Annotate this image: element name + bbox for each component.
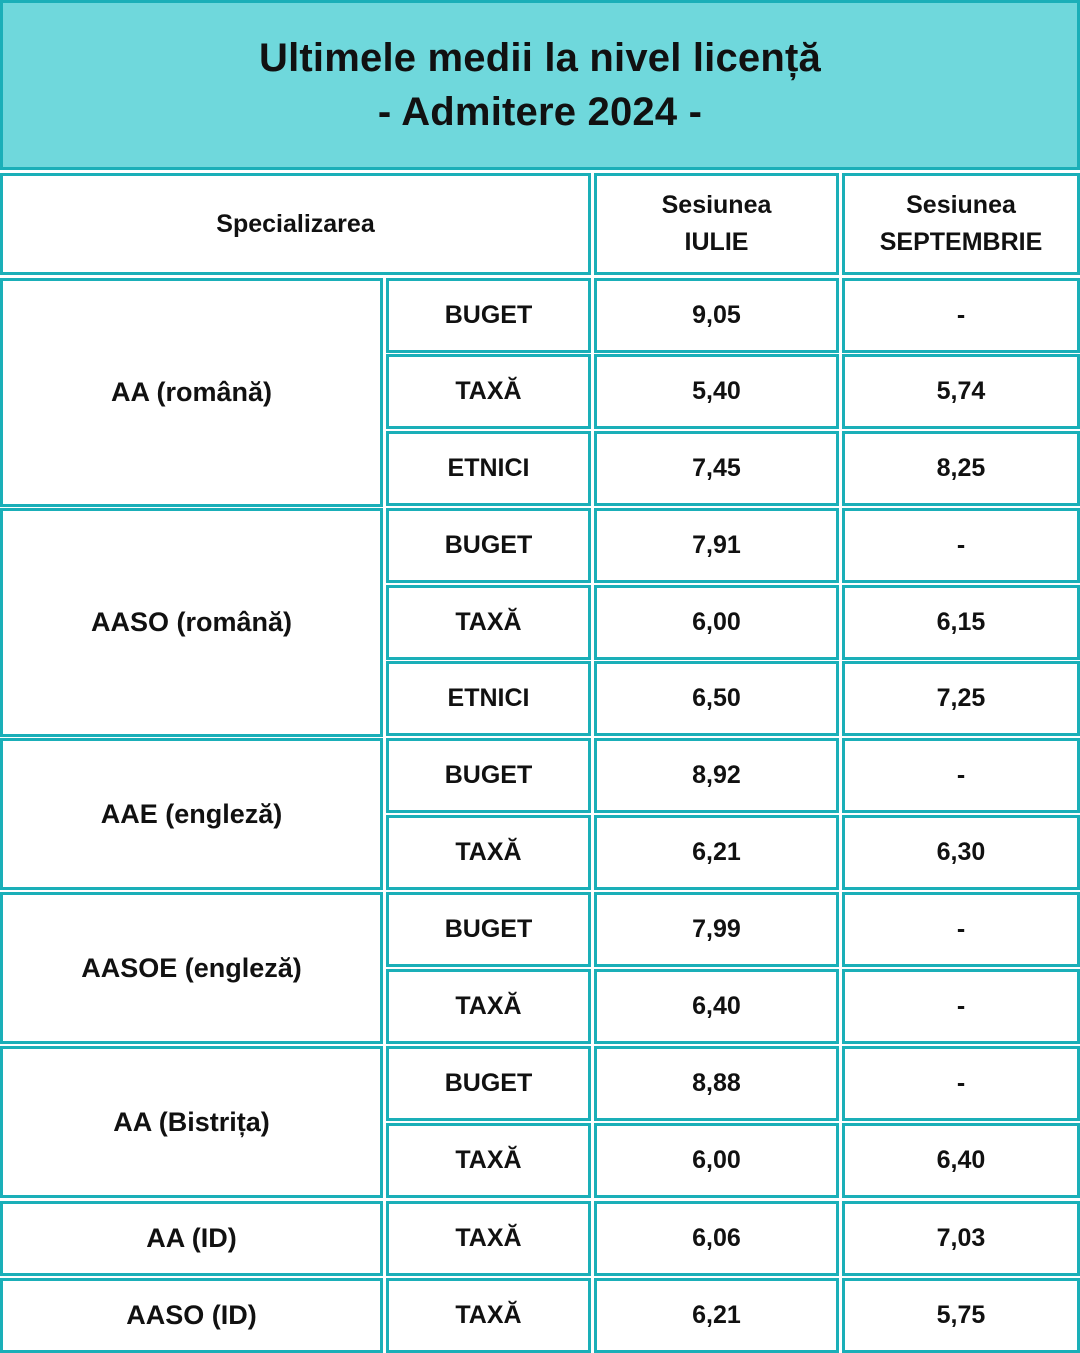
header-september xyxy=(842,173,1080,275)
program-label: AA (Bistrița) xyxy=(113,1106,270,1137)
september-average-cell-value: 7,03 xyxy=(936,1224,986,1252)
funding-type-cell-value: TAXĂ xyxy=(455,1146,522,1174)
funding-type-cell-value: TAXĂ xyxy=(455,608,522,636)
funding-type-cell-value: TAXĂ xyxy=(455,992,522,1020)
header-july-line2: IULIE xyxy=(684,228,749,256)
september-average-cell xyxy=(842,815,1080,890)
program-cell xyxy=(0,892,383,1044)
september-average-cell xyxy=(842,354,1080,429)
july-average-cell xyxy=(594,585,839,660)
funding-type-cell-value: TAXĂ xyxy=(455,377,522,405)
program-cell xyxy=(0,1201,383,1276)
funding-type-cell-value: TAXĂ xyxy=(455,838,522,866)
july-average-cell-value: 6,50 xyxy=(692,684,741,712)
funding-type-cell-value: BUGET xyxy=(444,531,533,559)
july-average-cell-value: 7,91 xyxy=(692,531,741,559)
july-average-cell-value: 8,88 xyxy=(692,1069,741,1097)
july-average-cell xyxy=(594,431,839,506)
program-cell xyxy=(0,1278,383,1353)
september-average-cell xyxy=(842,661,1080,736)
program-cell xyxy=(0,738,383,890)
july-average-cell-value: 9,05 xyxy=(692,301,741,329)
july-average-cell-value: 6,06 xyxy=(692,1224,741,1252)
title-line-1: Ultimele medii la nivel licență xyxy=(259,36,821,80)
september-average-cell-value: 5,75 xyxy=(936,1301,986,1329)
july-average-cell xyxy=(594,354,839,429)
funding-type-cell xyxy=(386,738,591,813)
header-july xyxy=(594,173,839,275)
program-cell xyxy=(0,278,383,507)
september-average-cell-value: 7,25 xyxy=(936,684,986,712)
july-average-cell xyxy=(594,1123,839,1198)
july-average-cell-value: 6,21 xyxy=(692,838,741,866)
header-september-line2: SEPTEMBRIE xyxy=(879,228,1043,256)
july-average-cell xyxy=(594,1201,839,1276)
funding-type-cell xyxy=(386,585,591,660)
september-average-cell-value: - xyxy=(956,915,966,943)
september-average-cell-value: 6,30 xyxy=(936,838,986,866)
july-average-cell-value: 6,40 xyxy=(692,992,741,1020)
july-average-cell-value: 6,21 xyxy=(692,1301,741,1329)
july-average-cell xyxy=(594,1046,839,1121)
september-average-cell xyxy=(842,508,1080,583)
page-title xyxy=(0,0,1080,170)
funding-type-cell xyxy=(386,431,591,506)
title-line-2: - Admitere 2024 - xyxy=(377,90,703,134)
september-average-cell xyxy=(842,278,1080,353)
program-cell xyxy=(0,508,383,737)
funding-type-cell-value: BUGET xyxy=(444,761,533,789)
program-label: AA (ID) xyxy=(146,1223,237,1253)
funding-type-cell-value: BUGET xyxy=(444,915,533,943)
september-average-cell-value: - xyxy=(956,301,966,329)
july-average-cell-value: 6,00 xyxy=(692,608,741,636)
program-label: AASO (română) xyxy=(90,607,293,637)
july-average-cell xyxy=(594,278,839,353)
september-average-cell xyxy=(842,892,1080,967)
funding-type-cell xyxy=(386,892,591,967)
september-average-cell-value: 6,15 xyxy=(936,608,986,636)
september-average-cell-value: 6,40 xyxy=(936,1146,986,1174)
header-july-line1: Sesiunea xyxy=(661,191,772,219)
program-label: AA (română) xyxy=(110,377,272,407)
july-average-cell xyxy=(594,1278,839,1353)
july-average-cell xyxy=(594,969,839,1044)
funding-type-cell xyxy=(386,278,591,353)
july-average-cell xyxy=(594,815,839,890)
september-average-cell xyxy=(842,738,1080,813)
header-september-line1: Sesiunea xyxy=(906,191,1016,219)
july-average-cell-value: 6,00 xyxy=(692,1146,741,1174)
september-average-cell-value: 8,25 xyxy=(936,454,986,482)
funding-type-cell xyxy=(386,1123,591,1198)
program-cell xyxy=(0,1046,383,1198)
funding-type-cell-value: BUGET xyxy=(444,1069,533,1097)
september-average-cell-value: - xyxy=(956,761,966,789)
september-average-cell-value: - xyxy=(956,992,966,1020)
funding-type-cell-value: ETNICI xyxy=(447,684,530,712)
september-average-cell xyxy=(842,431,1080,506)
july-average-cell-value: 7,99 xyxy=(692,915,741,943)
program-label: AAE (engleză) xyxy=(100,798,283,829)
september-average-cell xyxy=(842,1278,1080,1353)
funding-type-cell xyxy=(386,815,591,890)
header-specialization-label: Specializarea xyxy=(216,209,375,238)
september-average-cell xyxy=(842,1201,1080,1276)
july-average-cell xyxy=(594,892,839,967)
september-average-cell xyxy=(842,1123,1080,1198)
funding-type-cell-value: TAXĂ xyxy=(455,1301,522,1329)
september-average-cell xyxy=(842,969,1080,1044)
funding-type-cell xyxy=(386,508,591,583)
july-average-cell-value: 7,45 xyxy=(692,454,741,482)
july-average-cell xyxy=(594,738,839,813)
funding-type-cell-value: TAXĂ xyxy=(455,1224,522,1252)
july-average-cell-value: 5,40 xyxy=(692,377,741,405)
funding-type-cell-value: ETNICI xyxy=(447,454,530,482)
funding-type-cell-value: BUGET xyxy=(444,301,533,329)
funding-type-cell xyxy=(386,354,591,429)
header-specialization xyxy=(0,173,591,275)
september-average-cell-value: - xyxy=(956,1069,966,1097)
july-average-cell xyxy=(594,661,839,736)
september-average-cell-value: 5,74 xyxy=(936,377,986,405)
september-average-cell xyxy=(842,1046,1080,1121)
funding-type-cell xyxy=(386,1201,591,1276)
funding-type-cell xyxy=(386,1046,591,1121)
funding-type-cell xyxy=(386,1278,591,1353)
program-label: AASO (ID) xyxy=(126,1300,257,1330)
july-average-cell xyxy=(594,508,839,583)
july-average-cell-value: 8,92 xyxy=(692,761,741,789)
september-average-cell-value: - xyxy=(956,531,966,559)
program-label: AASOE (engleză) xyxy=(81,952,302,983)
funding-type-cell xyxy=(386,969,591,1044)
funding-type-cell xyxy=(386,661,591,736)
september-average-cell xyxy=(842,585,1080,660)
